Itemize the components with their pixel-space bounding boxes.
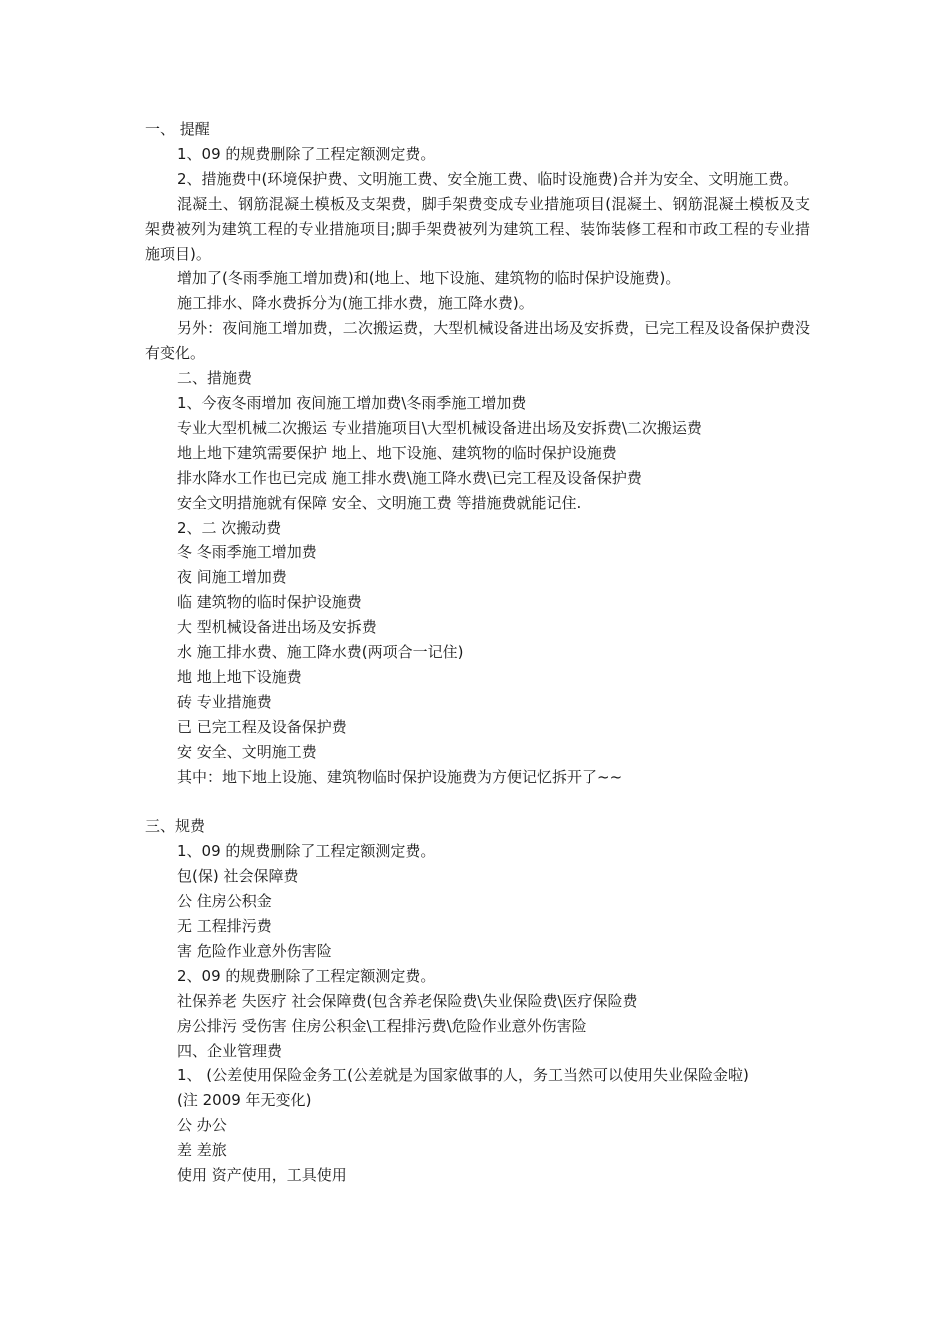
- section-2-line: 安 安全、文明施工费: [177, 742, 317, 761]
- section-1-paragraph-other: 另外：夜间施工增加费，二次搬运费，大型机械设备进出场及安拆费，已完工程及设备保护费没有变化。: [145, 319, 810, 363]
- document-page: [145, 117, 810, 1188]
- section-1-item-1: 1、09 的规费删除了工程定额测定费。: [177, 144, 436, 163]
- section-4-heading: 四、企业管理费: [177, 1041, 283, 1060]
- section-3-line: 社保养老 失医疗 社会保障费(包含养老保险费\失业保险费\医疗保险费: [177, 991, 638, 1010]
- section-2-line: 大 型机械设备进出场及安拆费: [177, 618, 377, 637]
- section-1-paragraph-drainage: 施工排水、降水费拆分为(施工排水费，施工降水费)。: [177, 294, 534, 313]
- section-3-line: 包(保) 社会保障费: [177, 867, 299, 886]
- section-3-line: 无 工程排污费: [177, 916, 272, 935]
- section-2-line: 水 施工排水费、施工降水费(两项合一记住): [177, 643, 464, 662]
- section-3-heading: 三、规费: [145, 817, 206, 836]
- section-3-line: 害 危险作业意外伤害险: [177, 941, 332, 960]
- section-2-line: 夜 间施工增加费: [177, 568, 287, 587]
- section-2-line: 砖 专业措施费: [177, 692, 272, 711]
- section-2-line: 1、今夜冬雨增加 夜间施工增加费\冬雨季施工增加费: [177, 393, 527, 412]
- section-2-line: 其中：地下地上设施、建筑物临时保护设施费为方便记忆拆开了~~: [177, 767, 623, 786]
- section-3-line: 1、09 的规费删除了工程定额测定费。: [177, 842, 436, 861]
- section-1-heading: 一、 提醒: [145, 120, 210, 138]
- section-4-line: 使用 资产使用，工具使用: [177, 1166, 347, 1185]
- section-1-paragraph-formwork: 混凝土、钢筋混凝土模板及支架费，脚手架费变成专业措施项目(混凝土、钢筋混凝土模板及支架费被列为建筑工程的专业措施项目;脚手架费被列为建筑工程、装饰装修工程和市政工程的专业措施项目)。: [145, 194, 810, 263]
- section-2-line: 已 已完工程及设备保护费: [177, 717, 347, 736]
- section-4-line: 公 办公: [177, 1116, 227, 1135]
- section-4-line: 1、 (公差使用保险金务工(公差就是为国家做事的人，务工当然可以使用失业保险金啦): [177, 1066, 749, 1085]
- section-2-line: 临 建筑物的临时保护设施费: [177, 593, 362, 612]
- section-3-line: 2、09 的规费删除了工程定额测定费。: [177, 966, 436, 985]
- section-2-line: 冬 冬雨季施工增加费: [177, 543, 317, 562]
- section-1-paragraph-added: 增加了(冬雨季施工增加费)和(地上、地下设施、建筑物的临时保护设施费)。: [177, 269, 681, 288]
- blank-line: [145, 789, 810, 814]
- section-2-line: 专业大型机械二次搬运 专业措施项目\大型机械设备进出场及安拆费\二次搬运费: [177, 418, 702, 437]
- section-1-item-2: 2、措施费中(环境保护费、文明施工费、安全施工费、临时设施费)合并为安全、文明施工费。: [177, 169, 799, 188]
- section-2-line: 安全文明措施就有保障 安全、文明施工费 等措施费就能记住.: [177, 493, 582, 512]
- section-2-line: 地上地下建筑需要保护 地上、地下设施、建筑物的临时保护设施费: [177, 443, 617, 462]
- section-2-line: 地 地上地下设施费: [177, 667, 302, 686]
- section-3-line: 房公排污 受伤害 住房公积金\工程排污费\危险作业意外伤害险: [177, 1016, 587, 1035]
- section-4-line: (注 2009 年无变化): [177, 1091, 312, 1110]
- section-3-line: 公 住房公积金: [177, 892, 272, 911]
- section-4-line: 差 差旅: [177, 1141, 227, 1160]
- section-2-line: 排水降水工作也已完成 施工排水费\施工降水费\已完工程及设备保护费: [177, 468, 642, 487]
- section-2-line: 2、二 次搬动费: [177, 518, 282, 537]
- section-2-heading: 二、措施费: [177, 369, 253, 388]
